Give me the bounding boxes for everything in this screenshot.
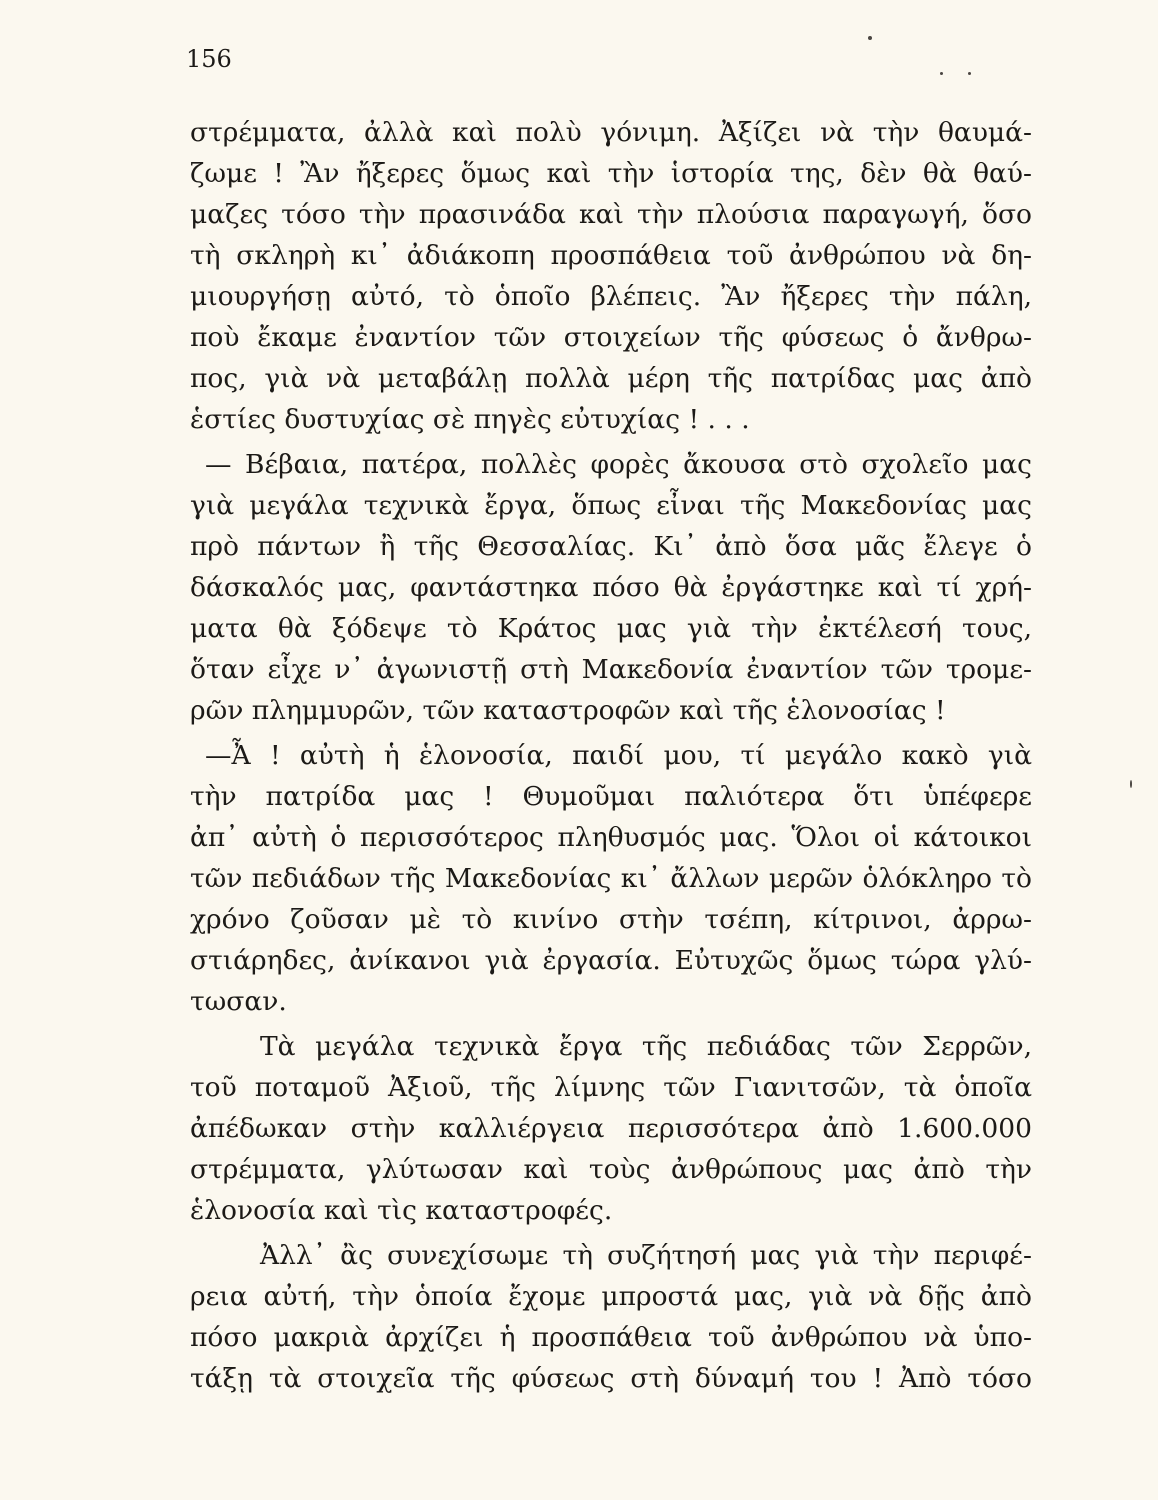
text-line: τωσαν. — [190, 986, 287, 1017]
text-line: γιὰ μεγάλα τεχνικὰ ἔργα, ὅπως εἶναι τῆς Μακεδονίας μας — [190, 490, 1032, 521]
text-line: στρέμματα, γλύτωσαν καὶ τοὺς ἀνθρώπους μας ἀπὸ τὴν — [190, 1154, 1032, 1185]
print-speck — [940, 72, 943, 75]
text-line: ματα θὰ ξόδεψε τὸ Κράτος μας γιὰ τὴν ἐκτέλεσή τους, — [190, 613, 1032, 644]
text-line: ζωμε ! Ἂν ἤξερες ὅμως καὶ τὴν ἱστορία της, δὲν θὰ θαύ- — [190, 158, 1032, 189]
text-line: μιουργήσῃ αὐτό, τὸ ὁποῖο βλέπεις. Ἂν ἤξερες τὴν πάλη, — [190, 281, 1032, 312]
print-speck — [868, 36, 872, 40]
text-line: τῶν πεδιάδων τῆς Μακεδονίας κι᾽ ἄλλων μερῶν ὁλόκληρο τὸ — [190, 863, 1032, 894]
text-line: δάσκαλός μας, φαντάστηκα πόσο θὰ ἐργάστηκε καὶ τί χρή- — [190, 572, 1032, 603]
text-line: ρῶν πλημμυρῶν, τῶν καταστροφῶν καὶ τῆς ἑλονοσίας ! — [190, 695, 946, 726]
text-line: τοῦ ποταμοῦ Ἀξιοῦ, τῆς λίμνης τῶν Γιανιτσῶν, τὰ ὁποῖα — [190, 1072, 1032, 1103]
text-line: Τὰ μεγάλα τεχνικὰ ἔργα τῆς πεδιάδας τῶν Σερρῶν, — [260, 1031, 1032, 1062]
text-line: ἀπ᾽ αὐτὴ ὁ περισσότερος πληθυσμός μας. Ὅλοι οἱ κάτοικοι — [190, 822, 1032, 853]
text-line: —Ἆ ! αὐτὴ ἡ ἑλονοσία, παιδί μου, τί μεγάλο κακὸ γιὰ — [205, 740, 1032, 771]
text-line: Ἀλλ᾽ ἂς συνεχίσωμε τὴ συζήτησή μας γιὰ τὴν περιφέ- — [260, 1240, 1032, 1271]
text-line: πος, γιὰ νὰ μεταβάλῃ πολλὰ μέρη τῆς πατρίδας μας ἀπὸ — [190, 363, 1032, 394]
text-line: στρέμματα, ἀλλὰ καὶ πολὺ γόνιμη. Ἀξίζει νὰ τὴν θαυμά- — [190, 117, 1032, 148]
text-line: τὴν πατρίδα μας ! Θυμοῦμαι παλιότερα ὅτι ὑπέφερε — [190, 781, 1032, 812]
text-line: — Βέβαια, πατέρα, πολλὲς φορὲς ἄκουσα στὸ σχολεῖο μας — [205, 449, 1032, 480]
text-line: μαζες τόσο τὴν πρασινάδα καὶ τὴν πλούσια παραγωγή, ὅσο — [190, 199, 1032, 230]
text-line: πόσο μακριὰ ἀρχίζει ἡ προσπάθεια τοῦ ἀνθρώπου νὰ ὑπο- — [190, 1322, 1032, 1353]
text-line: τάξῃ τὰ στοιχεῖα τῆς φύσεως στὴ δύναμή του ! Ἀπὸ τόσο — [190, 1363, 1032, 1394]
text-line: πρὸ πάντων ἢ τῆς Θεσσαλίας. Κι᾽ ἀπὸ ὅσα μᾶς ἔλεγε ὁ — [190, 531, 1032, 562]
page-number: 156 — [186, 45, 232, 73]
body-text — [190, 112, 1032, 1399]
print-speck — [968, 72, 971, 75]
text-line: ἀπέδωκαν στὴν καλλιέργεια περισσότερα ἀπὸ 1.600.000 — [190, 1113, 1032, 1144]
text-line: ποὺ ἔκαμε ἐναντίον τῶν στοιχείων τῆς φύσεως ὁ ἄνθρω- — [190, 322, 1032, 353]
print-speck — [1130, 780, 1132, 788]
text-line: χρόνο ζοῦσαν μὲ τὸ κινίνο στὴν τσέπη, κίτρινοι, ἀρρω- — [190, 904, 1032, 935]
text-line: ρεια αὐτή, τὴν ὁποία ἔχομε μπροστά μας, γιὰ νὰ δῇς ἀπὸ — [190, 1281, 1032, 1312]
text-line: ἑλονοσία καὶ τὶς καταστροφές. — [190, 1195, 613, 1226]
text-line: ὅταν εἶχε ν᾽ ἀγωνιστῇ στὴ Μακεδονία ἐναντίον τῶν τρομε- — [190, 654, 1032, 685]
text-line: στιάρηδες, ἀνίκανοι γιὰ ἐργασία. Εὐτυχῶς ὅμως τώρα γλύ- — [190, 945, 1032, 976]
text-line: ἑστίες δυστυχίας σὲ πηγὲς εὐτυχίας ! . . . — [190, 404, 750, 435]
text-line: τὴ σκληρὴ κι᾽ ἀδιάκοπη προσπάθεια τοῦ ἀνθρώπου νὰ δη- — [190, 240, 1032, 271]
